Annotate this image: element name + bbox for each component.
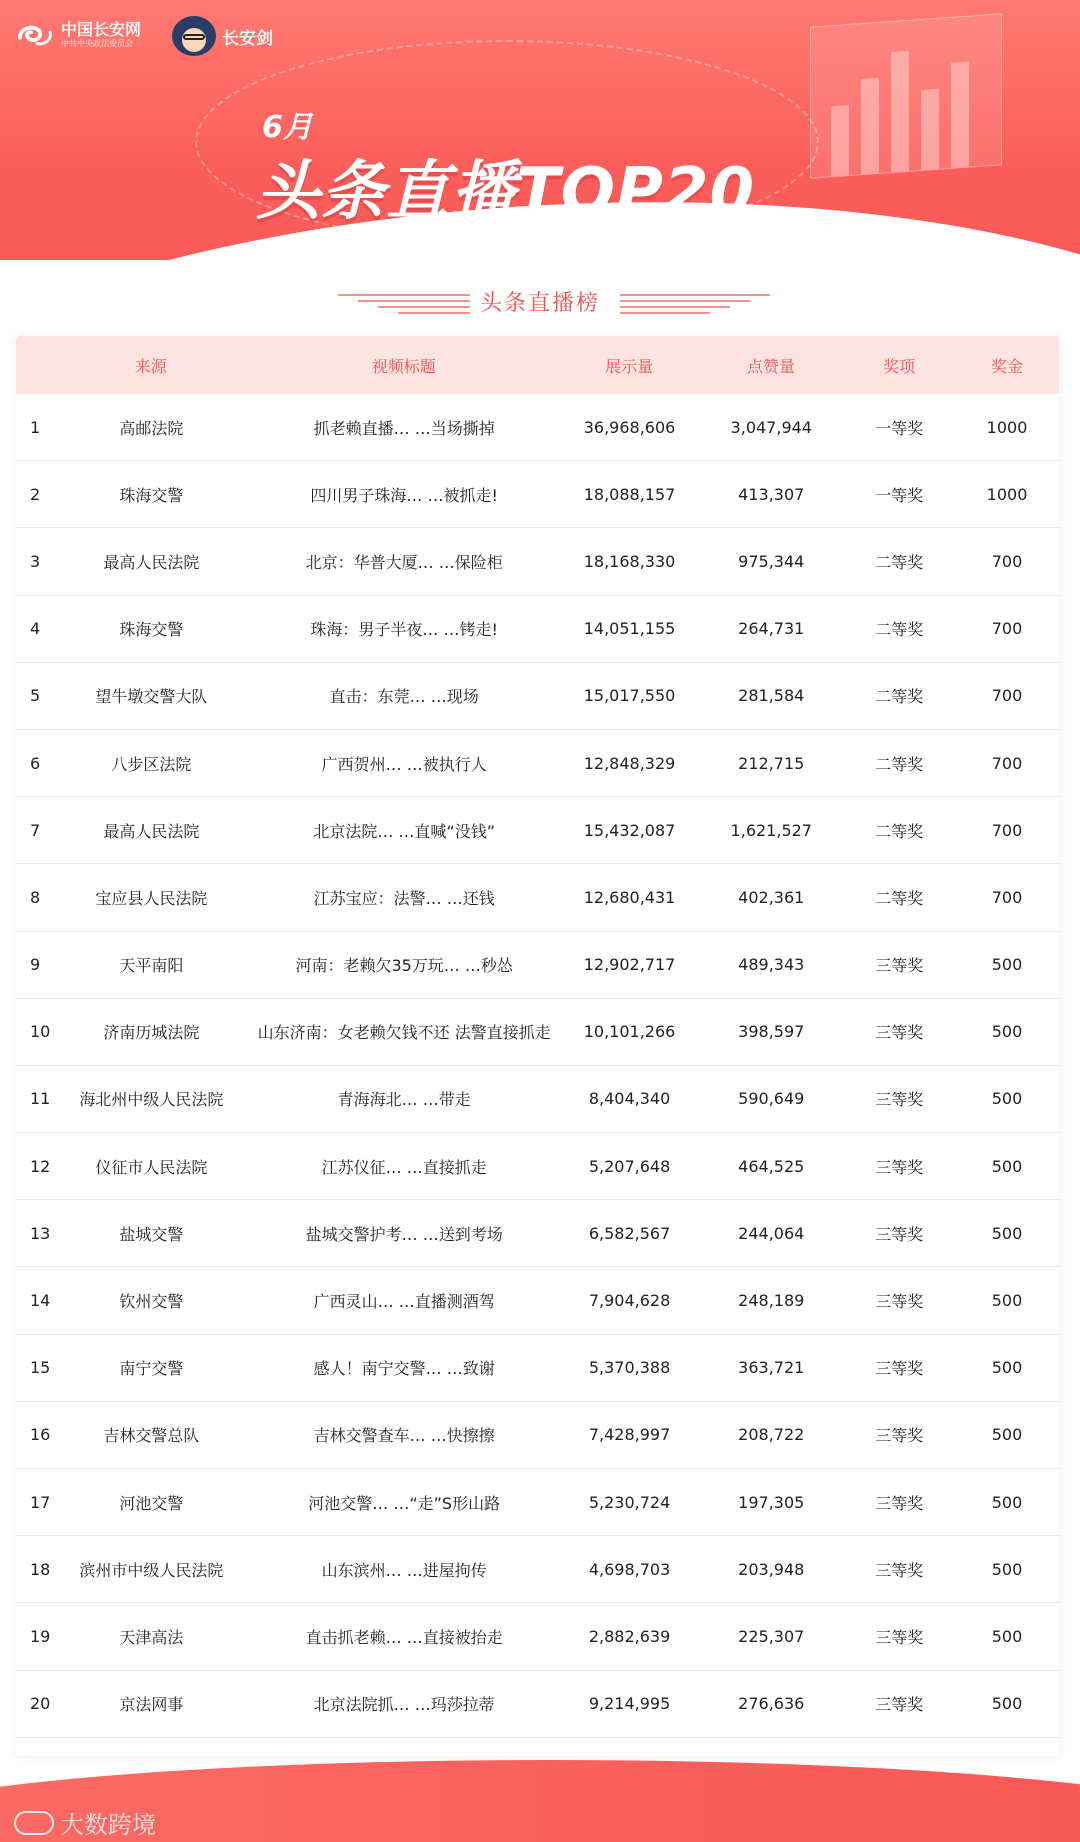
table-row — [16, 461, 1059, 528]
views-cell: 12,680,431 — [583, 887, 676, 907]
video-title-cell: 江苏仪征… …直接抓走 — [321, 1157, 487, 1177]
views-cell: 15,017,550 — [583, 686, 676, 706]
video-title-cell: 江苏宝应：法警… …还钱 — [313, 888, 495, 908]
video-title-cell: 河南：老赖欠35万玩… …秒怂 — [295, 956, 513, 976]
rank-cell: 15 — [30, 1358, 51, 1378]
prize-cell: 500 — [991, 1156, 1023, 1176]
video-title-cell: 北京：华普大厦… …保险柜 — [305, 552, 503, 572]
table-header — [16, 336, 1059, 394]
table-row — [16, 1133, 1059, 1200]
award-cell: 一等奖 — [875, 418, 924, 438]
likes-cell: 208,722 — [738, 1425, 805, 1445]
likes-cell: 281,584 — [738, 686, 805, 706]
award-cell: 三等奖 — [875, 1560, 924, 1580]
views-cell: 18,088,157 — [583, 484, 676, 504]
award-cell: 二等奖 — [875, 620, 924, 640]
video-title-cell: 青海海北… …带走 — [337, 1090, 471, 1110]
prize-cell: 500 — [991, 1089, 1023, 1109]
watermark — [14, 1805, 156, 1840]
likes-cell: 1,621,527 — [730, 820, 812, 840]
header-views: 展示量 — [605, 356, 654, 376]
views-cell: 15,432,087 — [583, 820, 676, 840]
views-cell: 10,101,266 — [583, 1022, 676, 1042]
logo-sub-text: 中共中央政法委员会 — [61, 39, 133, 48]
views-cell: 36,968,606 — [583, 417, 676, 437]
views-cell: 12,902,717 — [583, 955, 676, 975]
likes-cell: 590,649 — [738, 1089, 805, 1109]
chinapeace-logo[interactable] — [16, 20, 141, 50]
prize-cell: 1000 — [986, 417, 1028, 437]
likes-cell: 212,715 — [738, 753, 805, 773]
source-cell: 宝应县人民法院 — [95, 888, 208, 908]
source-cell: 珠海交警 — [119, 485, 184, 505]
views-cell: 8,404,340 — [588, 1089, 671, 1109]
table-row — [16, 1335, 1059, 1402]
header-video-title: 视频标题 — [371, 356, 436, 376]
prize-cell: 500 — [991, 1022, 1023, 1042]
likes-cell: 413,307 — [738, 484, 805, 504]
rank-cell: 8 — [30, 887, 41, 907]
table-row — [16, 999, 1059, 1066]
table-row — [16, 394, 1059, 461]
source-cell: 滨州市中级人民法院 — [79, 1560, 224, 1580]
table-row — [16, 864, 1059, 931]
likes-cell: 248,189 — [738, 1291, 805, 1311]
rank-cell: 18 — [30, 1559, 51, 1579]
prize-cell: 700 — [991, 686, 1023, 706]
likes-cell: 363,721 — [738, 1358, 805, 1378]
award-cell: 一等奖 — [875, 485, 924, 505]
award-cell: 二等奖 — [875, 888, 924, 908]
video-title-cell: 抓老赖直播… …当场撕掉 — [313, 418, 495, 438]
table-row — [16, 1603, 1059, 1670]
changanjian-avatar-icon — [172, 16, 216, 56]
views-cell: 18,168,330 — [583, 551, 676, 571]
likes-cell: 3,047,944 — [730, 417, 812, 437]
likes-cell: 264,731 — [738, 619, 805, 639]
views-cell: 2,882,639 — [588, 1626, 671, 1646]
prize-cell: 700 — [991, 551, 1023, 571]
chinapeace-logo-icon — [16, 20, 54, 50]
award-cell: 三等奖 — [875, 1359, 924, 1379]
prize-cell: 500 — [991, 1291, 1023, 1311]
video-title-cell: 北京法院抓… …玛莎拉蒂 — [313, 1695, 495, 1715]
award-cell: 二等奖 — [875, 821, 924, 841]
award-cell: 三等奖 — [875, 1627, 924, 1647]
rank-cell: 12 — [30, 1156, 51, 1176]
award-cell: 三等奖 — [875, 1695, 924, 1715]
source-cell: 天津高法 — [119, 1627, 184, 1647]
ranking-table — [16, 336, 1059, 1756]
prize-cell: 500 — [991, 1492, 1023, 1512]
source-cell: 吉林交警总队 — [103, 1426, 200, 1446]
source-cell: 南宁交警 — [119, 1359, 184, 1379]
prize-cell: 700 — [991, 887, 1023, 907]
rank-cell: 16 — [30, 1425, 51, 1445]
prize-cell: 700 — [991, 619, 1023, 639]
source-cell: 八步区法院 — [111, 754, 192, 774]
page-title: 头条直播TOP20 — [256, 155, 756, 229]
prize-cell: 500 — [991, 1425, 1023, 1445]
likes-cell: 276,636 — [738, 1694, 805, 1714]
header-prize: 奖金 — [990, 356, 1023, 376]
video-title-cell: 河池交警… …“走”S形山路 — [308, 1493, 501, 1513]
source-cell: 望牛墩交警大队 — [95, 687, 208, 707]
source-cell: 天平南阳 — [119, 956, 184, 976]
likes-cell: 489,343 — [738, 955, 805, 975]
source-cell: 钦州交警 — [119, 1292, 184, 1312]
award-cell: 三等奖 — [875, 1157, 924, 1177]
video-title-cell: 感人！南宁交警… …致谢 — [313, 1359, 495, 1379]
views-cell: 9,214,995 — [588, 1694, 671, 1714]
video-title-cell: 直击：东莞… …现场 — [329, 687, 479, 707]
rank-cell: 10 — [30, 1022, 51, 1042]
rank-cell: 9 — [30, 955, 41, 975]
views-cell: 14,051,155 — [583, 619, 676, 639]
table-row — [16, 1200, 1059, 1267]
views-cell: 7,428,997 — [588, 1425, 671, 1445]
rank-cell: 17 — [30, 1492, 51, 1512]
bar-chart-decoration-icon — [810, 13, 1002, 178]
likes-cell: 398,597 — [738, 1022, 805, 1042]
table-row — [16, 663, 1059, 730]
prize-cell: 700 — [991, 753, 1023, 773]
rank-cell: 13 — [30, 1223, 51, 1243]
video-title-cell: 盐城交警护考… …送到考场 — [305, 1224, 503, 1244]
section-title: 头条直播榜 — [470, 284, 610, 324]
footer-banner — [0, 1760, 1080, 1842]
source-cell: 最高人民法院 — [103, 552, 200, 572]
table-row — [16, 1469, 1059, 1536]
table-body — [16, 394, 1059, 1738]
changanjian-logo[interactable] — [172, 16, 273, 56]
decorative-lines-left — [338, 292, 488, 316]
rank-cell: 14 — [30, 1291, 51, 1311]
watermark-logo-icon — [14, 1811, 54, 1835]
prize-cell: 700 — [991, 820, 1023, 840]
views-cell: 5,207,648 — [588, 1156, 671, 1176]
footer-curve — [0, 1760, 1080, 1842]
video-title-cell: 山东滨州… …进屋拘传 — [321, 1560, 487, 1580]
rank-cell: 3 — [30, 551, 41, 571]
rank-cell: 20 — [30, 1694, 51, 1714]
video-title-cell: 直击抓老赖… …直接被抬走 — [305, 1627, 503, 1647]
source-cell: 珠海交警 — [119, 620, 184, 640]
table-row — [16, 1066, 1059, 1133]
source-cell: 京法网事 — [119, 1695, 184, 1715]
table-row — [16, 932, 1059, 999]
prize-cell: 1000 — [986, 484, 1028, 504]
prize-cell: 500 — [991, 1626, 1023, 1646]
views-cell: 12,848,329 — [583, 753, 676, 773]
video-title-cell: 北京法院… …直喊“没钱” — [313, 821, 495, 841]
header-likes: 点赞量 — [747, 356, 796, 376]
rank-cell: 7 — [30, 820, 41, 840]
award-cell: 三等奖 — [875, 956, 924, 976]
watermark-text: 大数跨境 — [60, 1811, 156, 1839]
award-cell: 三等奖 — [875, 1493, 924, 1513]
award-cell: 三等奖 — [875, 1023, 924, 1043]
rank-cell: 5 — [30, 686, 41, 706]
likes-cell: 203,948 — [738, 1559, 805, 1579]
award-cell: 二等奖 — [875, 687, 924, 707]
prize-cell: 500 — [991, 1559, 1023, 1579]
video-title-cell: 吉林交警查车… …快擦擦 — [313, 1426, 495, 1446]
prize-cell: 500 — [991, 1223, 1023, 1243]
source-cell: 盐城交警 — [119, 1224, 184, 1244]
header-banner — [0, 0, 1080, 260]
prize-cell: 500 — [991, 955, 1023, 975]
likes-cell: 197,305 — [738, 1492, 805, 1512]
likes-cell: 244,064 — [738, 1223, 805, 1243]
header-source: 来源 — [134, 356, 167, 376]
rank-cell: 6 — [30, 753, 41, 773]
table-row — [16, 596, 1059, 663]
likes-cell: 975,344 — [738, 551, 805, 571]
source-cell: 济南历城法院 — [103, 1023, 200, 1043]
section-heading — [0, 284, 1080, 324]
likes-cell: 225,307 — [738, 1626, 805, 1646]
views-cell: 6,582,567 — [588, 1223, 671, 1243]
source-cell: 仪征市人民法院 — [95, 1157, 208, 1177]
source-cell: 河池交警 — [119, 1493, 184, 1513]
views-cell: 7,904,628 — [588, 1291, 671, 1311]
award-cell: 三等奖 — [875, 1090, 924, 1110]
decorative-lines-right — [620, 292, 770, 316]
table-row — [16, 797, 1059, 864]
header-award: 奖项 — [883, 356, 916, 376]
award-cell: 三等奖 — [875, 1224, 924, 1244]
table-row — [16, 1671, 1059, 1738]
source-cell: 最高人民法院 — [103, 821, 200, 841]
source-cell: 高邮法院 — [119, 418, 184, 438]
title-month: 6月 — [262, 110, 313, 145]
video-title-cell: 广西贺州… …被执行人 — [321, 754, 487, 774]
award-cell: 三等奖 — [875, 1426, 924, 1446]
video-title-cell: 广西灵山… …直播测酒驾 — [313, 1292, 495, 1312]
prize-cell: 500 — [991, 1694, 1023, 1714]
brand-name: 长安剑 — [222, 28, 273, 49]
rank-cell: 11 — [30, 1089, 51, 1109]
table-row — [16, 1402, 1059, 1469]
rank-cell: 19 — [30, 1626, 51, 1646]
views-cell: 5,370,388 — [588, 1358, 671, 1378]
likes-cell: 402,361 — [738, 887, 805, 907]
award-cell: 二等奖 — [875, 754, 924, 774]
table-row — [16, 528, 1059, 595]
rank-cell: 1 — [30, 417, 41, 437]
logo-main-text: 中国长安网 — [61, 20, 142, 39]
prize-cell: 500 — [991, 1358, 1023, 1378]
video-title-cell: 山东济南：女老赖欠钱不还 法警直接抓走 — [257, 1023, 551, 1043]
views-cell: 4,698,703 — [588, 1559, 671, 1579]
video-title-cell: 珠海：男子半夜… …铐走! — [310, 620, 498, 640]
award-cell: 三等奖 — [875, 1292, 924, 1312]
rank-cell: 2 — [30, 484, 41, 504]
table-row — [16, 1267, 1059, 1334]
award-cell: 二等奖 — [875, 552, 924, 572]
likes-cell: 464,525 — [738, 1156, 805, 1176]
table-row — [16, 730, 1059, 797]
table-row — [16, 1536, 1059, 1603]
views-cell: 5,230,724 — [588, 1492, 671, 1512]
source-cell: 海北州中级人民法院 — [79, 1090, 224, 1110]
video-title-cell: 四川男子珠海… …被抓走! — [310, 485, 498, 505]
rank-cell: 4 — [30, 619, 41, 639]
